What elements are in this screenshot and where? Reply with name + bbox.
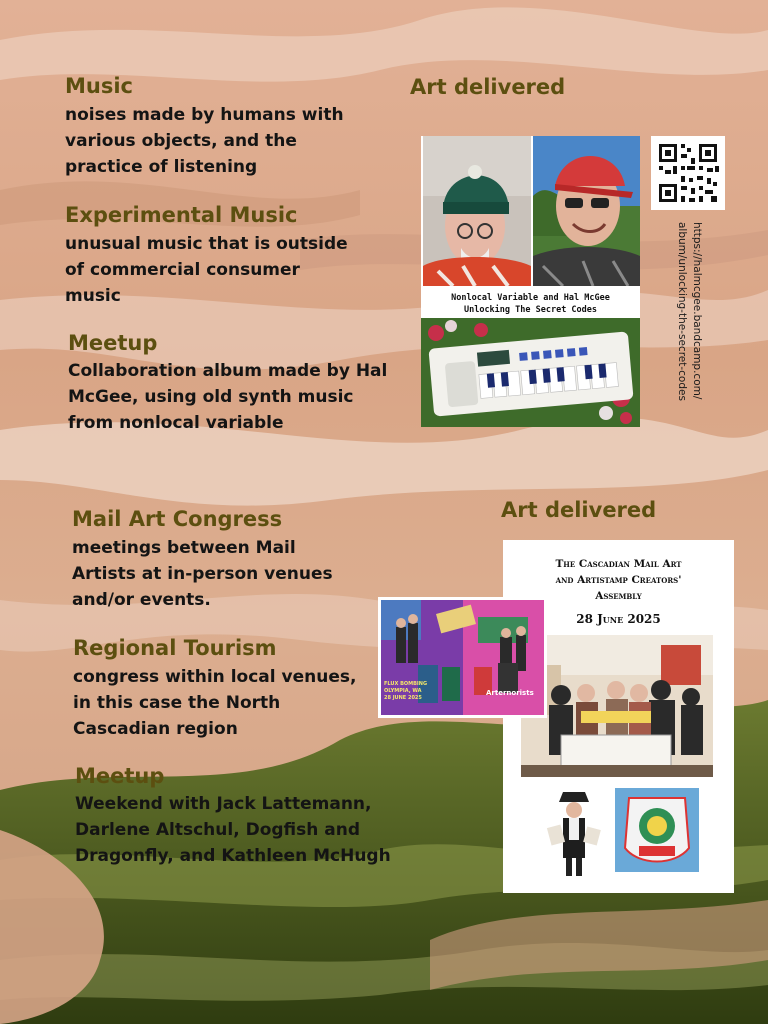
meetup-term-1: Meetup bbox=[68, 331, 158, 355]
meetup-term-2: Meetup bbox=[75, 764, 165, 788]
experimental-music-term: Experimental Music bbox=[65, 203, 298, 227]
art-delivered-heading-2: Art delivered bbox=[501, 498, 657, 522]
synthesizer-photo bbox=[421, 318, 640, 427]
artistamp-badge-image bbox=[615, 788, 699, 872]
music-term: Music bbox=[65, 74, 133, 98]
qr-code[interactable] bbox=[651, 136, 725, 210]
mail-art-congress-definition: meetings between Mail Artists at in-person venues and/or events. bbox=[72, 538, 333, 610]
mail-art-congress-term: Mail Art Congress bbox=[72, 507, 283, 531]
pirate-figure-image bbox=[539, 788, 609, 880]
meetup-definition-2: Weekend with Jack Lattemann, Darlene Altschul, Dogfish and Dragonfly, and Kathleen McHugh bbox=[75, 794, 391, 866]
collage-left-caption: FLUX BOMBING OLYMPIA, WA 28 JUNE 2025 bbox=[384, 681, 428, 701]
portrait-photo-right bbox=[533, 136, 640, 286]
music-definition: noises made by humans with various objects, and the practice of listening bbox=[65, 105, 344, 177]
poster-title: The Cascadian Mail Art and Artistamp Creators' Assembly bbox=[555, 558, 682, 602]
collage-right-caption: Arternorists bbox=[486, 689, 534, 697]
experimental-music-definition: unusual music that is outside of commercial consumer music bbox=[65, 234, 348, 306]
poster-date: 28 June 2025 bbox=[576, 612, 661, 626]
group-photo bbox=[521, 635, 713, 777]
regional-tourism-term: Regional Tourism bbox=[73, 636, 277, 660]
album-title: Nonlocal Variable and Hal McGee Unlocking The Secret Codes bbox=[451, 293, 610, 315]
meetup-definition-1: Collaboration album made by Hal McGee, using old synth music from nonlocal variable bbox=[68, 361, 388, 433]
flux-bombing-collage bbox=[378, 597, 547, 718]
regional-tourism-definition: congress within local venues, in this case the North Cascadian region bbox=[73, 667, 357, 739]
portrait-photo-left bbox=[423, 136, 531, 286]
album-cover bbox=[421, 136, 640, 427]
art-delivered-heading-1: Art delivered bbox=[410, 75, 566, 99]
bandcamp-url[interactable]: https://halmcgee.bandcamp.com/ album/unlocking-the-secret-codes bbox=[676, 222, 703, 401]
